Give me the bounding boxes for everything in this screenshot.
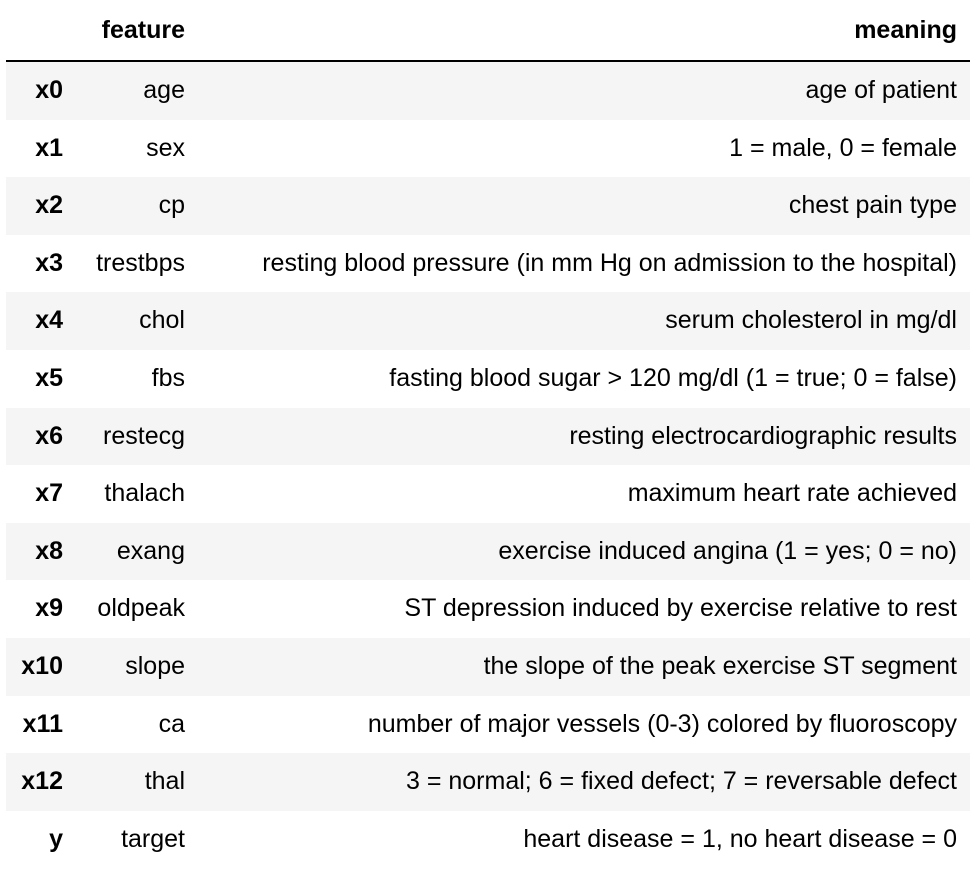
row-index: x3 <box>35 248 63 277</box>
row-feature: chol <box>139 306 185 335</box>
table-row <box>6 235 970 293</box>
row-feature: thal <box>144 767 185 796</box>
table-header <box>6 0 970 61</box>
table-row <box>6 638 970 696</box>
row-index: x9 <box>35 594 63 623</box>
row-meaning: the slope of the peak exercise ST segment <box>483 651 957 680</box>
table-row <box>6 120 970 178</box>
table-row <box>6 177 970 235</box>
table-row <box>6 408 970 466</box>
row-feature: ca <box>158 709 185 738</box>
row-meaning: ST depression induced by exercise relative to rest <box>404 594 957 623</box>
row-meaning: maximum heart rate achieved <box>627 479 957 508</box>
header-feature: feature <box>76 0 198 61</box>
row-meaning: chest pain type <box>788 191 957 220</box>
row-feature: trestbps <box>96 248 185 277</box>
row-index: x2 <box>35 191 63 220</box>
header-index <box>6 0 76 61</box>
row-feature: exang <box>116 536 185 565</box>
table-row <box>6 753 970 811</box>
feature-table-container <box>6 0 970 868</box>
row-meaning: age of patient <box>805 76 957 104</box>
row-index: x11 <box>22 709 63 738</box>
row-meaning: serum cholesterol in mg/dl <box>665 306 957 335</box>
table-row <box>6 523 970 581</box>
row-meaning: resting blood pressure (in mm Hg on admission to the hospital) <box>262 248 957 277</box>
row-index: x1 <box>35 133 63 162</box>
row-feature: fbs <box>151 363 185 392</box>
row-feature: thalach <box>104 479 185 508</box>
row-index: x7 <box>35 479 63 508</box>
row-feature: sex <box>146 133 185 162</box>
row-meaning: 3 = normal; 6 = fixed defect; 7 = reversable defect <box>405 767 957 796</box>
row-feature: slope <box>125 651 185 680</box>
row-meaning: exercise induced angina (1 = yes; 0 = no) <box>498 536 957 565</box>
row-index: x12 <box>21 767 63 796</box>
row-meaning: 1 = male, 0 = female <box>729 133 957 162</box>
table-row <box>6 580 970 638</box>
row-feature: target <box>121 824 185 853</box>
row-feature: restecg <box>103 421 185 450</box>
feature-table <box>6 0 970 868</box>
row-feature: age <box>143 76 185 104</box>
table-row <box>6 350 970 408</box>
row-meaning: heart disease = 1, no heart disease = 0 <box>523 824 957 853</box>
table-row <box>6 292 970 350</box>
table-body <box>6 61 970 868</box>
header-row <box>6 0 970 61</box>
row-meaning: fasting blood sugar > 120 mg/dl (1 = true; 0 = false) <box>389 363 957 392</box>
row-index: x4 <box>35 306 63 335</box>
row-feature: oldpeak <box>97 594 185 623</box>
table-row <box>6 811 970 869</box>
row-index: x10 <box>21 651 63 680</box>
row-meaning: number of major vessels (0-3) colored by fluoroscopy <box>367 709 957 738</box>
row-index: x6 <box>35 421 63 450</box>
table-row <box>6 465 970 523</box>
row-index: x8 <box>35 536 63 565</box>
table-row <box>6 696 970 754</box>
row-index: y <box>49 824 63 853</box>
row-meaning: resting electrocardiographic results <box>569 421 957 450</box>
row-feature: cp <box>158 191 185 220</box>
row-index: x0 <box>35 76 63 104</box>
header-meaning: meaning <box>198 0 970 61</box>
row-index: x5 <box>35 363 63 392</box>
table-row <box>6 61 970 120</box>
